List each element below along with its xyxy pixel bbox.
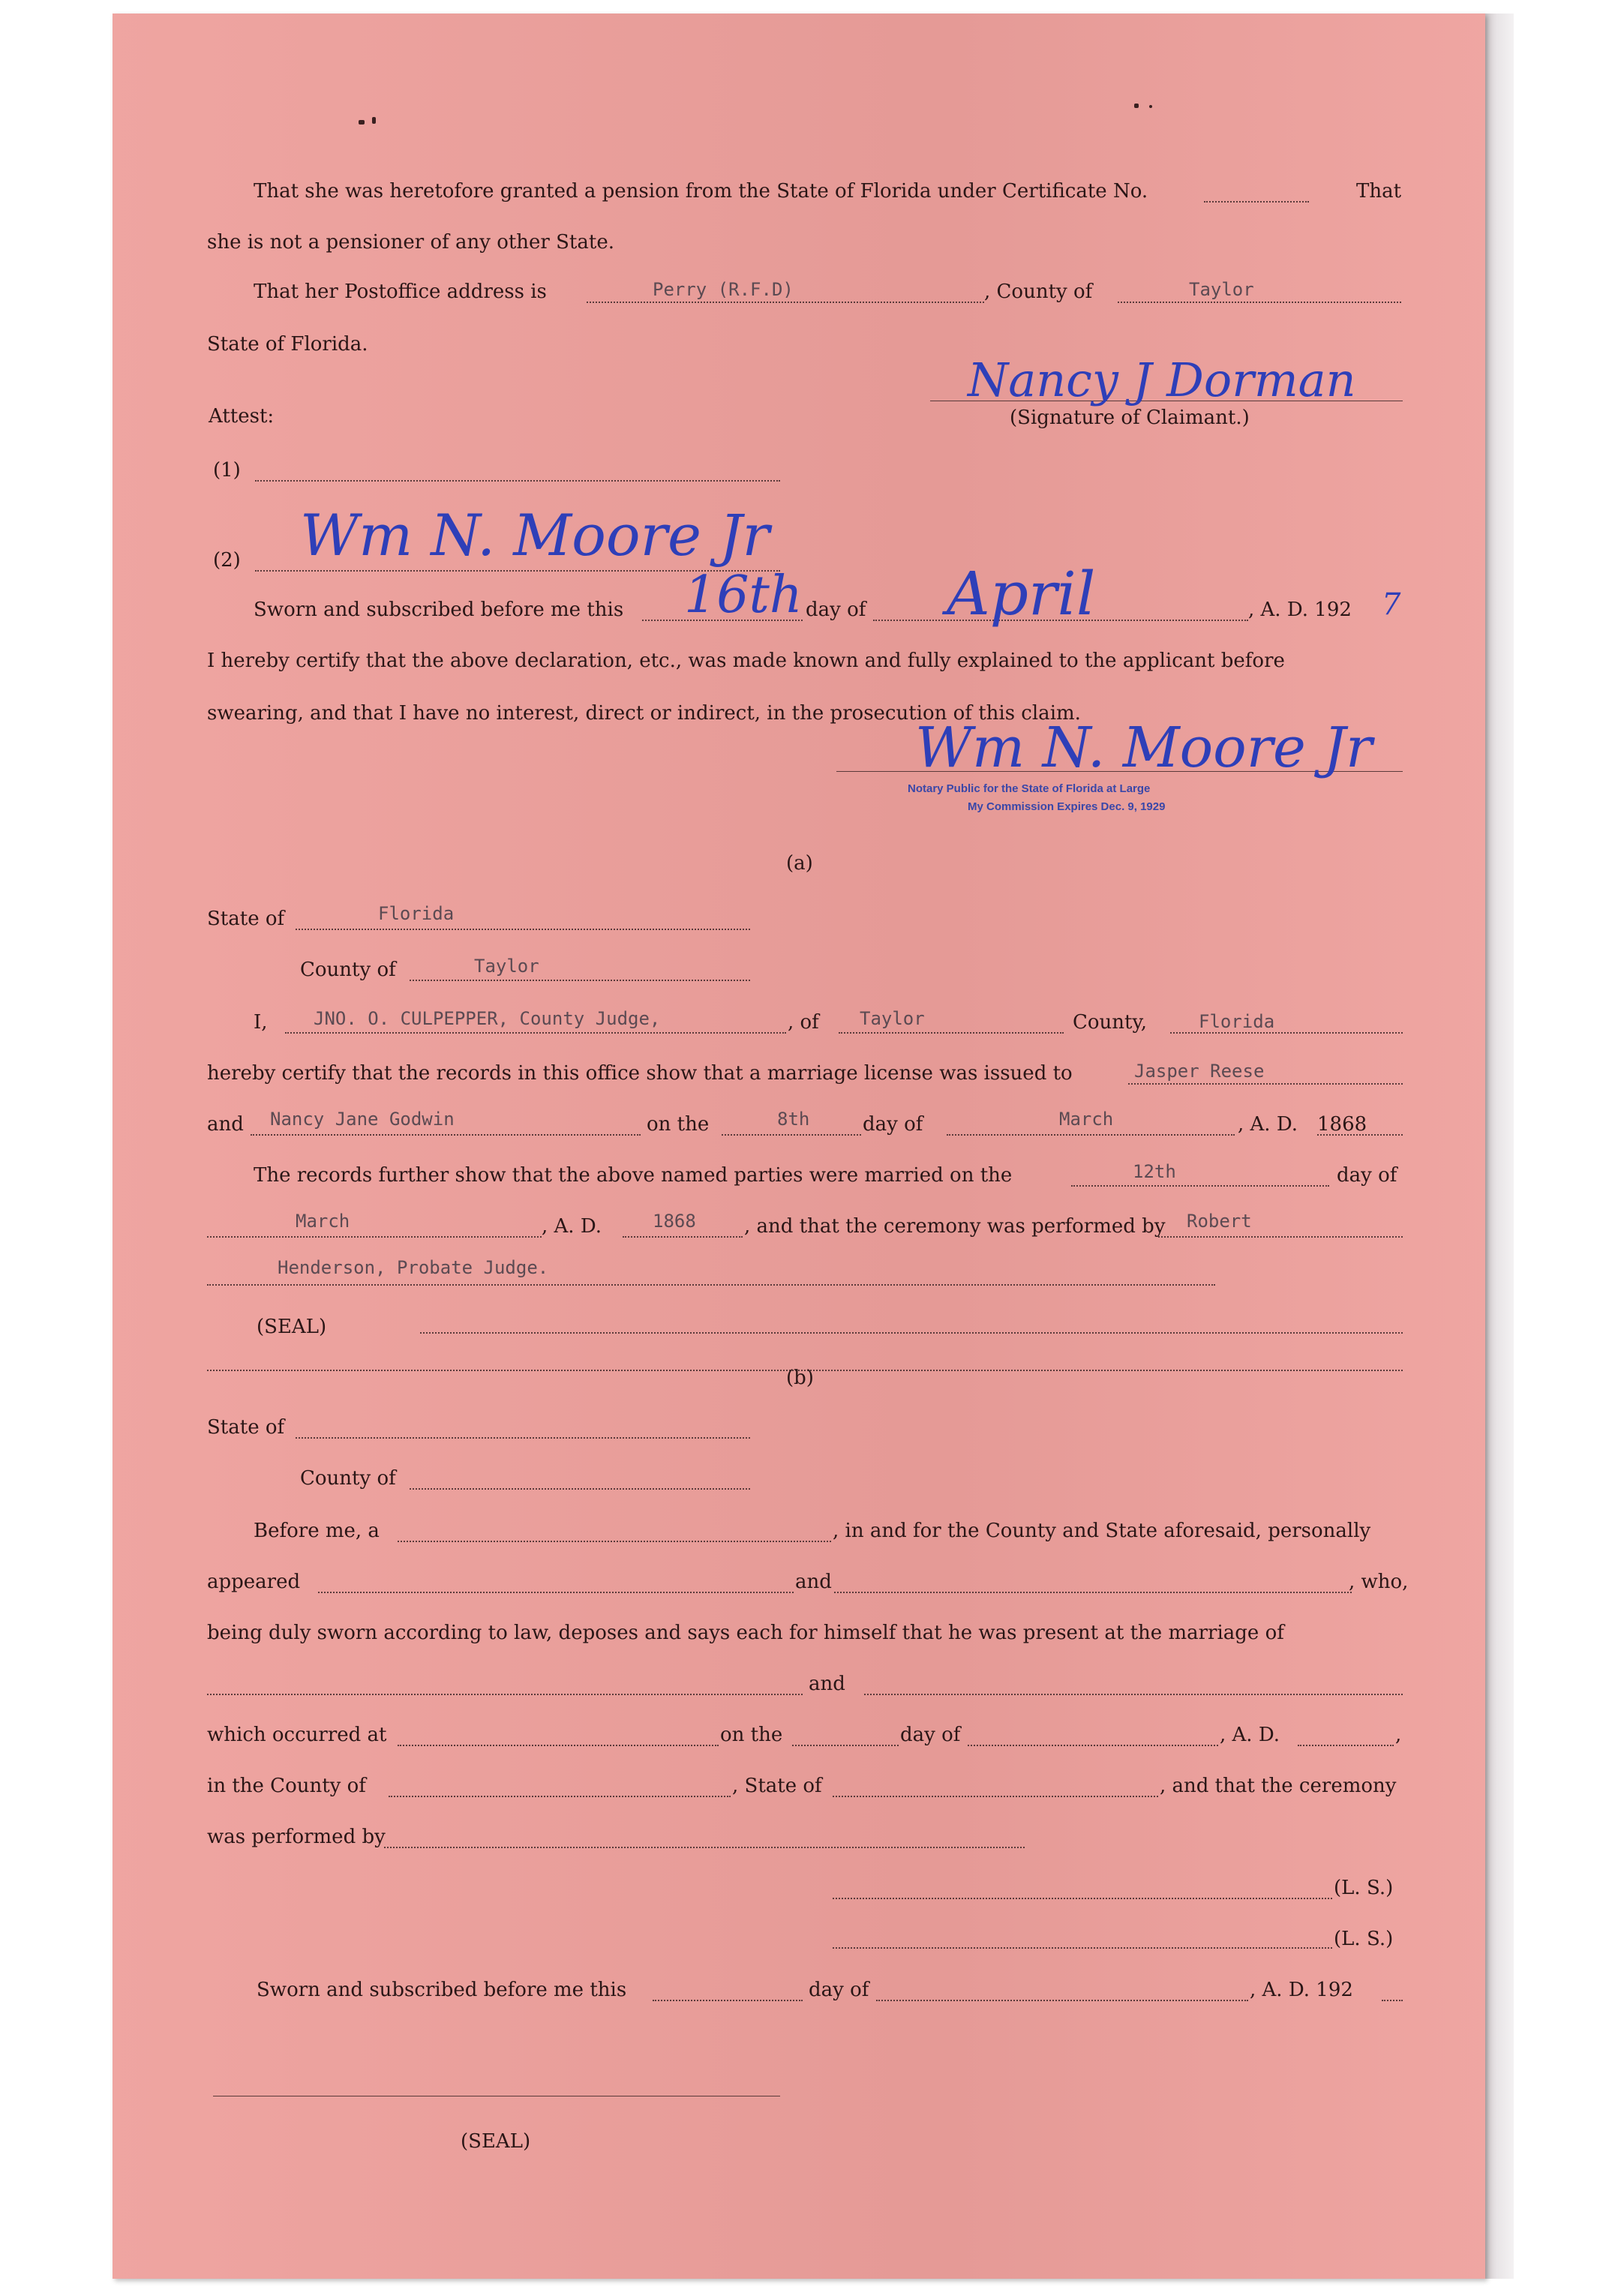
section-a-of-value: Taylor (860, 1008, 925, 1029)
license-ad-label: , A. D. (1238, 1113, 1298, 1136)
duly-sworn-text: being duly sworn according to law, deposes and says each for himself that he was present at the marriage of (207, 1622, 1284, 1644)
state-of-florida-text: State of Florida. (207, 333, 368, 356)
section-b-county-label: County of (300, 1467, 396, 1490)
witness-2-label: (2) (213, 549, 241, 572)
judge-value: JNO. O. CULPEPPER, County Judge, (314, 1008, 661, 1029)
signature-caption: (Signature of Claimant.) (1010, 407, 1250, 429)
postoffice-value: Perry (R.F.D) (653, 279, 794, 300)
section-a-marker: (a) (786, 852, 813, 875)
section-b-sworn-day-field[interactable] (653, 2000, 803, 2001)
married-ad-label: , A. D. (542, 1215, 602, 1238)
postoffice-label: That her Postoffice address is (254, 281, 547, 303)
day-of-text: day of (806, 599, 866, 621)
section-a-i-label: I, (254, 1011, 268, 1034)
pension-cert-text-end: That (1356, 180, 1402, 203)
who-label: , who, (1349, 1571, 1409, 1593)
married-day-field[interactable] (1071, 1185, 1329, 1187)
county-value: Taylor (1189, 279, 1254, 300)
records-certify-text: hereby certify that the records in this office show that a marriage license was issued to (207, 1062, 1073, 1085)
section-a-state-field[interactable] (296, 929, 750, 930)
ad-year-text: , A. D. 192 (1248, 599, 1352, 621)
license-day-field[interactable] (722, 1134, 861, 1136)
attest-label: Attest: (209, 405, 275, 428)
officiant-field[interactable] (1158, 1236, 1403, 1238)
ceremony-performed-text: , and that the ceremony was performed by (744, 1215, 1166, 1238)
section-b-seal: (SEAL) (461, 2130, 531, 2153)
section-b-ad-year: , A. D. 192 (1250, 1979, 1353, 2001)
section-b-day-of: day of (809, 1979, 869, 2001)
married-day-of: day of (1337, 1164, 1397, 1187)
notary-signature: Wm N. Moore Jr (915, 716, 1373, 780)
appeared-and-label: and (795, 1571, 832, 1593)
section-b-sworn-text: Sworn and subscribed before me this (257, 1979, 627, 2001)
groom-field[interactable] (1128, 1083, 1403, 1085)
occurred-at-label: which occurred at (207, 1724, 387, 1746)
occurred-day-of: day of (900, 1724, 961, 1746)
section-a-of-field[interactable] (839, 1032, 1064, 1034)
certificate-number-field[interactable] (1204, 201, 1309, 203)
ls-2-label: (L. S.) (1334, 1928, 1394, 1950)
section-b-county-field[interactable] (410, 1488, 750, 1490)
before-me-label: Before me, a (254, 1520, 380, 1542)
section-b-marker: (b) (786, 1367, 814, 1389)
ceremony-tail-text: , and that the ceremony (1160, 1775, 1397, 1797)
ink-speck (1134, 104, 1139, 108)
witness-1-label: (1) (213, 459, 241, 482)
marriage-county-field[interactable] (389, 1796, 731, 1797)
certify-text-1: I hereby certify that the above declaration, etc., was made known and fully explained to the applicant before (207, 650, 1285, 672)
pension-cert-text: That she was heretofore granted a pension from the State of Florida under Certificate No. (254, 180, 1148, 203)
section-a-state-value: Florida (378, 903, 455, 924)
occurred-year-field[interactable] (1298, 1745, 1394, 1746)
performed-by-field[interactable] (384, 1847, 1025, 1848)
officer-field[interactable] (398, 1541, 831, 1542)
section-b-year-digit-field[interactable] (1382, 2000, 1403, 2001)
license-month-field[interactable] (947, 1134, 1235, 1136)
notary-stamp-line-1: Notary Public for the State of Florida at Large (908, 782, 1151, 795)
married-year-field[interactable] (623, 1236, 743, 1238)
occurred-comma: , (1395, 1724, 1402, 1746)
license-year-field[interactable] (1317, 1134, 1403, 1136)
before-me-text: , in and for the County and State aforesaid, personally (833, 1520, 1371, 1542)
witness-2-signature: Wm N. Moore Jr (300, 502, 770, 569)
bride-field[interactable] (251, 1134, 641, 1136)
judge-field[interactable] (285, 1032, 786, 1034)
marriage-party-a-field[interactable] (207, 1694, 803, 1695)
section-a-county-label: County of (300, 959, 396, 981)
section-a-seal-line[interactable] (420, 1332, 1403, 1334)
page-edge (1485, 14, 1514, 2279)
postoffice-field[interactable] (587, 302, 984, 303)
section-b-state-field[interactable] (296, 1437, 750, 1439)
section-a-of-label: , of (788, 1011, 819, 1034)
section-b-sworn-month-field[interactable] (876, 2000, 1248, 2001)
section-b-state-label: State of (207, 1416, 285, 1439)
married-year-value: 1868 (653, 1211, 696, 1232)
occurred-ad-label: , A. D. (1220, 1724, 1280, 1746)
claimant-signature: Nancy J Dorman (968, 353, 1356, 407)
married-month-field[interactable] (207, 1236, 542, 1238)
groom-value: Jasper Reese (1134, 1061, 1265, 1082)
license-day-value: 8th (777, 1109, 810, 1130)
ls-1-label: (L. S.) (1334, 1877, 1394, 1899)
marriage-state-field[interactable] (833, 1796, 1158, 1797)
records-further-text: The records further show that the above named parties were married on the (254, 1164, 1013, 1187)
witness-a-field[interactable] (318, 1592, 794, 1593)
sworn-month-value: April (947, 559, 1096, 629)
license-on-the: on the (647, 1113, 710, 1136)
married-month-value: March (296, 1211, 350, 1232)
notary-stamp-line-2: My Commission Expires Dec. 9, 1929 (968, 800, 1166, 813)
bride-value: Nancy Jane Godwin (270, 1109, 455, 1130)
appeared-label: appeared (207, 1571, 301, 1593)
section-a-state2-field[interactable] (1170, 1032, 1403, 1034)
section-a-county-value: Taylor (474, 956, 539, 977)
section-a-seal: (SEAL) (257, 1316, 327, 1338)
officiant-value-2: Henderson, Probate Judge. (278, 1257, 549, 1278)
married-day-value: 12th (1133, 1161, 1176, 1182)
license-day-of: day of (863, 1113, 923, 1136)
county-field[interactable] (1118, 302, 1401, 303)
section-a-county-field[interactable] (410, 980, 750, 981)
section-a-state-label: State of (207, 908, 285, 930)
ink-speck (372, 117, 376, 124)
ink-speck (1149, 105, 1152, 108)
officiant-field-line-2[interactable] (207, 1284, 1215, 1286)
section-a-county-word: County, (1073, 1011, 1147, 1034)
ls-signature-1-field[interactable] (833, 1898, 1332, 1899)
section-a-and-label: and (207, 1113, 244, 1136)
witness-b-field[interactable] (834, 1592, 1352, 1593)
sworn-day-value: 16th (684, 566, 803, 625)
occurred-on-the: on the (720, 1724, 783, 1746)
license-month-value: March (1059, 1109, 1114, 1130)
county-label: , County of (984, 281, 1093, 303)
sworn-text: Sworn and subscribed before me this (254, 599, 624, 621)
occurred-place-field[interactable] (398, 1745, 719, 1746)
pension-other-state-text: she is not a pensioner of any other State. (207, 231, 614, 254)
performed-by-label: was performed by (207, 1826, 386, 1848)
occurred-month-field[interactable] (968, 1745, 1218, 1746)
license-year-value: 1868 (1317, 1113, 1367, 1136)
ls-signature-2-field[interactable] (833, 1947, 1332, 1949)
occurred-day-field[interactable] (792, 1745, 899, 1746)
certify-text-2: swearing, and that I have no interest, direct or indirect, in the prosecution of this claim. (207, 702, 1081, 725)
officiant-value-1: Robert (1187, 1211, 1252, 1232)
section-a-state2-value: Florida (1199, 1011, 1275, 1032)
marriage-party-b-field[interactable] (864, 1694, 1403, 1695)
state-of-label: , State of (732, 1775, 822, 1797)
ad-year-digit: 7 (1382, 587, 1401, 622)
witness-1-field[interactable] (255, 480, 780, 482)
marriage-and-label: and (809, 1673, 845, 1695)
in-county-label: in the County of (207, 1775, 366, 1797)
ink-speck (359, 120, 365, 125)
